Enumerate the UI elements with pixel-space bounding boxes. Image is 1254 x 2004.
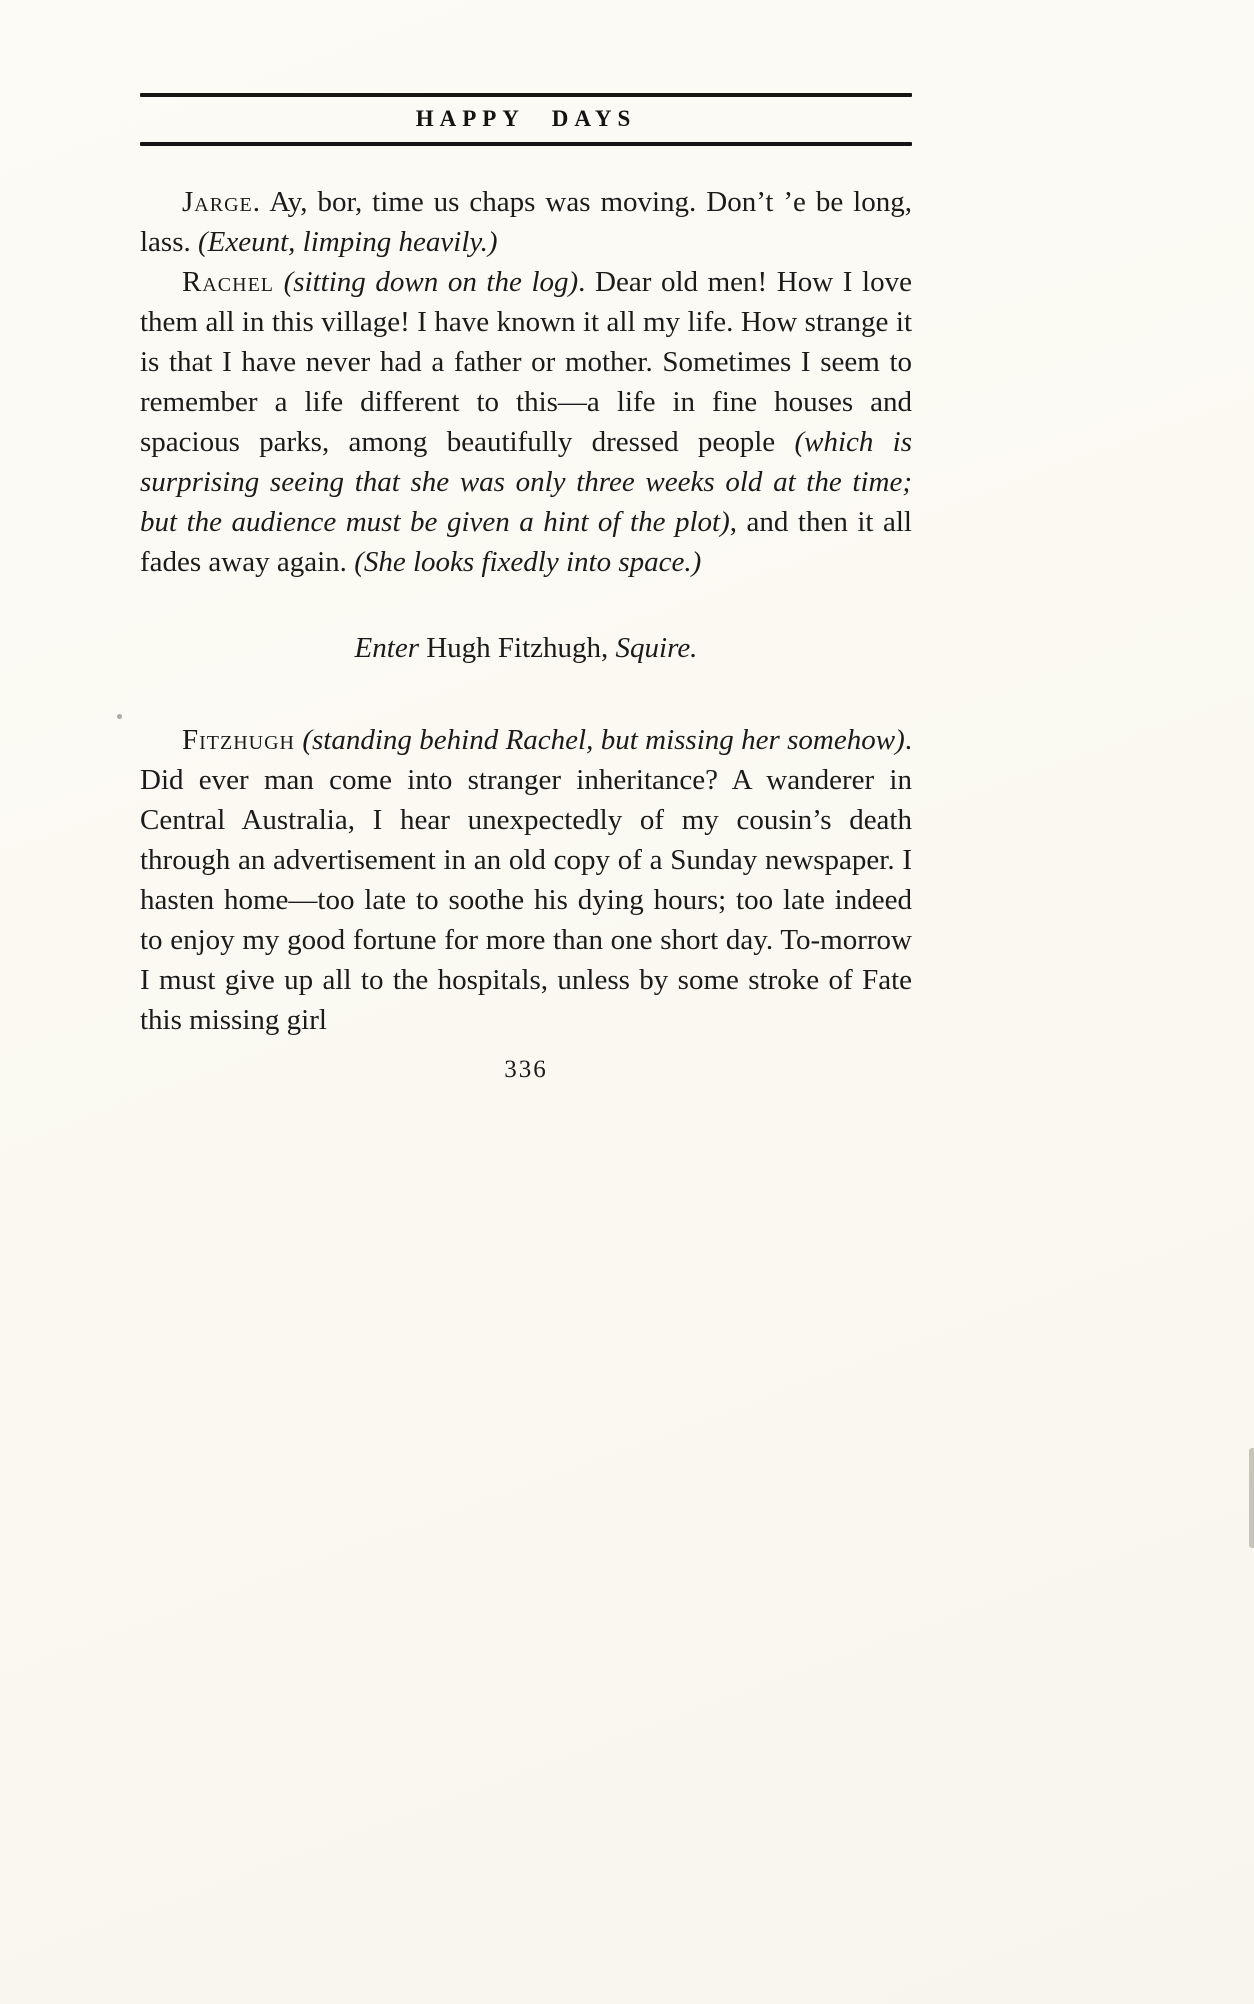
- stage-direction-aside: (which is surprising seeing that she was only three weeks old at the time; but the audience must be given a hint of the plot): [140, 426, 913, 538]
- page-text-block: [140, 182, 912, 1090]
- paragraph-fitzhugh: [140, 720, 912, 1040]
- stage-direction-standing: (standing behind Rachel, but missing her somehow): [295, 724, 905, 756]
- speaker-name-rachel: Rachel: [182, 266, 275, 298]
- header-bottom-rule: [140, 142, 912, 146]
- entrance-character-name: Hugh Fitzhugh,: [418, 632, 616, 664]
- page-number: 336: [504, 1056, 548, 1083]
- stage-direction-exeunt: (Exeunt, limping heavily.): [198, 226, 498, 258]
- scan-edge-mark: [1249, 1448, 1254, 1548]
- dialogue-jarge: Ay, bor, time us chaps was moving. Don’t ’e be long, lass.: [140, 186, 912, 258]
- speaker-name-fitzhugh: Fitzhugh: [182, 724, 295, 756]
- enter-word: Enter: [354, 632, 419, 664]
- running-header-title: HAPPY DAYS: [415, 106, 637, 131]
- stage-entrance-line: [140, 628, 912, 668]
- paragraph-jarge: [140, 182, 912, 262]
- dialogue-rachel-1: . Dear old men! How I love them all in this village! I have known it all my life. How strange it is that I have never had a father or mother. Sometimes I seem to remember a life different to this—a life in fine houses and spacious parks, among beautifully dressed people: [140, 266, 912, 458]
- stage-direction-gaze: (She looks fixedly into space.): [354, 546, 702, 578]
- dialogue-fitzhugh: . Did ever man come into stranger inheritance? A wanderer in Central Australia, I hear unexpectedly of my cousin’s death through an advertisement in an old copy of a Sunday newspaper. I hasten home—too late to soothe his dying hours; too late indeed to enjoy my good fortune for more than one short day. To-morrow I must give up all to the hospitals, unless by some stroke of Fate this missing girl: [140, 724, 912, 1036]
- stage-direction-sitting: (sitting down on the log): [274, 266, 579, 298]
- header-top-rule: [140, 93, 912, 97]
- dialogue-rachel-2: , and then it all fades away again.: [140, 506, 912, 578]
- speaker-name-jarge: Jarge.: [182, 186, 261, 218]
- running-header: [140, 93, 912, 146]
- paragraph-rachel: [140, 262, 912, 582]
- print-artifact-dot: [117, 714, 122, 719]
- entrance-character-role: Squire.: [615, 632, 698, 664]
